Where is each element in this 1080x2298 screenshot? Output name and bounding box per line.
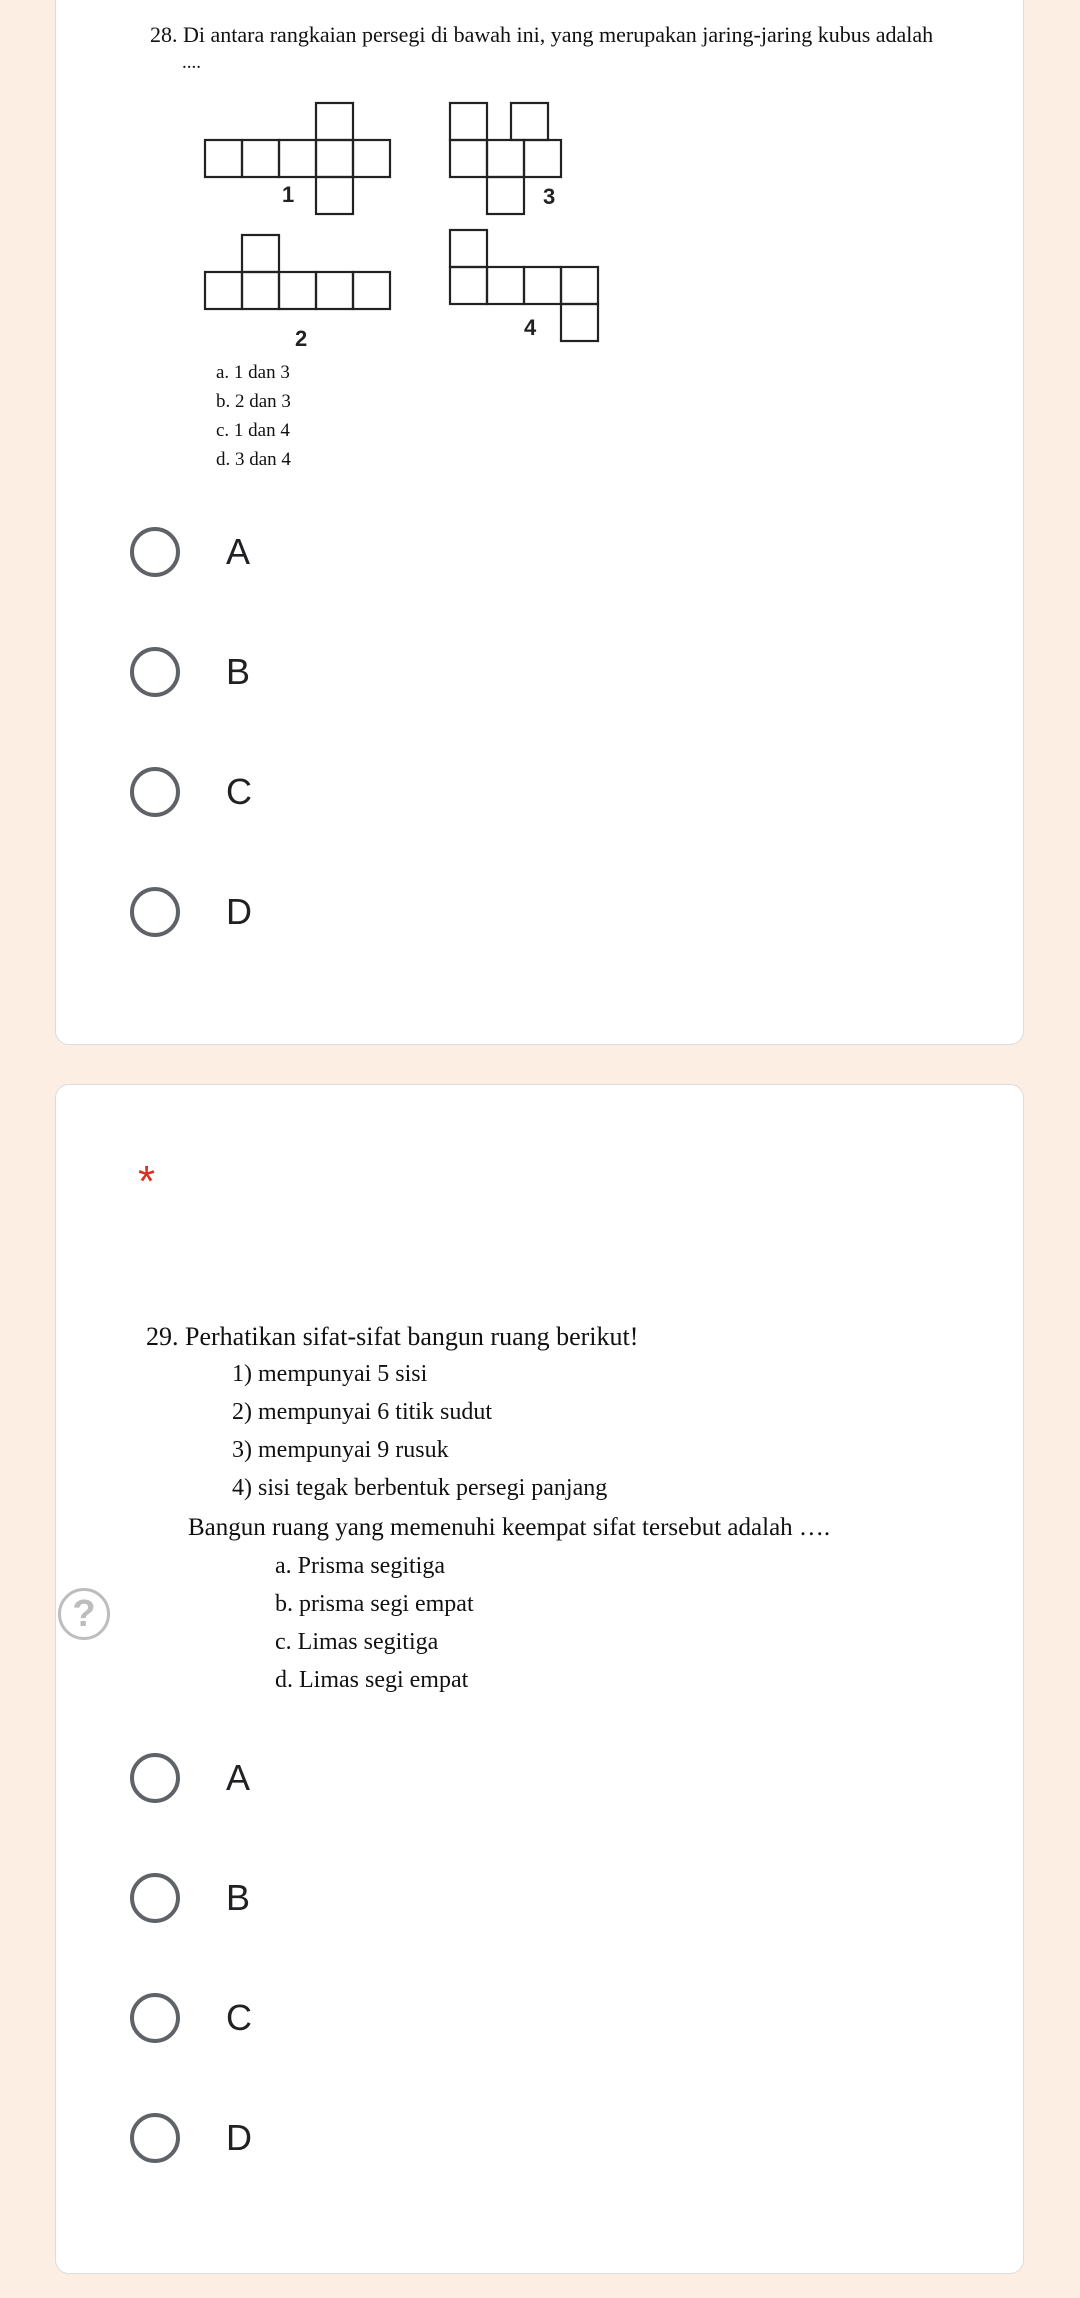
q28-option-c[interactable]	[130, 762, 252, 822]
q29-option-d[interactable]	[130, 2108, 252, 2168]
option-label: C	[226, 771, 252, 812]
net-label-3: 3	[543, 184, 556, 209]
radio-button[interactable]	[130, 2113, 180, 2163]
q28-choice-d: d. 3 dan 4	[216, 449, 291, 470]
question-28-text: 28. Di antara rangkaian persegi di bawah ini, yang merupakan jaring-jaring kubus adalah	[150, 22, 934, 47]
cube-net-2	[205, 235, 390, 309]
question-card-29	[55, 1084, 1024, 2274]
help-icon[interactable]: ?	[58, 1588, 110, 1640]
required-asterisk: *	[138, 1157, 156, 1206]
q29-option-c[interactable]	[130, 1988, 252, 2048]
q28-option-b[interactable]	[130, 642, 250, 702]
cube-nets-figure	[195, 90, 625, 350]
q29-choice-c: c. Limas segitiga	[275, 1629, 439, 1655]
option-label: C	[226, 1997, 252, 2038]
q29-choice-a: a. Prisma segitiga	[275, 1553, 445, 1579]
q29-property-2: 2) mempunyai 6 titik sudut	[232, 1399, 492, 1425]
q29-question: Bangun ruang yang memenuhi keempat sifat tersebut adalah ….	[188, 1514, 831, 1541]
q29-property-3: 3) mempunyai 9 rusuk	[232, 1437, 449, 1463]
net-label-4: 4	[524, 315, 537, 340]
question-29-text: 29. Perhatikan sifat-sifat bangun ruang berikut!	[146, 1322, 639, 1351]
radio-button[interactable]	[130, 647, 180, 697]
q28-option-a[interactable]	[130, 522, 250, 582]
option-label: A	[226, 531, 251, 572]
q29-option-b[interactable]	[130, 1868, 250, 1928]
radio-button[interactable]	[130, 1993, 180, 2043]
radio-button[interactable]	[130, 767, 180, 817]
q29-choice-d: d. Limas segi empat	[275, 1667, 469, 1693]
option-label: B	[226, 651, 251, 692]
net-label-1: 1	[282, 182, 295, 207]
radio-button[interactable]	[130, 887, 180, 937]
cube-net-1	[205, 103, 390, 214]
q28-choice-b: b. 2 dan 3	[216, 391, 291, 412]
net-label-2: 2	[295, 326, 308, 350]
q29-property-1: 1) mempunyai 5 sisi	[232, 1361, 428, 1387]
option-label: A	[226, 1757, 251, 1798]
option-label: D	[226, 891, 252, 932]
radio-button[interactable]	[130, 527, 180, 577]
q28-option-d[interactable]	[130, 882, 252, 942]
q28-choice-c: c. 1 dan 4	[216, 420, 290, 441]
radio-button[interactable]	[130, 1873, 180, 1923]
option-label: B	[226, 1877, 251, 1918]
q29-option-a[interactable]	[130, 1748, 250, 1808]
question-28-ellipsis: ....	[182, 52, 201, 73]
q29-choice-b: b. prisma segi empat	[275, 1591, 474, 1617]
q29-property-4: 4) sisi tegak berbentuk persegi panjang	[232, 1475, 608, 1501]
radio-button[interactable]	[130, 1753, 180, 1803]
q28-choice-a: a. 1 dan 3	[216, 362, 290, 383]
option-label: D	[226, 2117, 252, 2158]
